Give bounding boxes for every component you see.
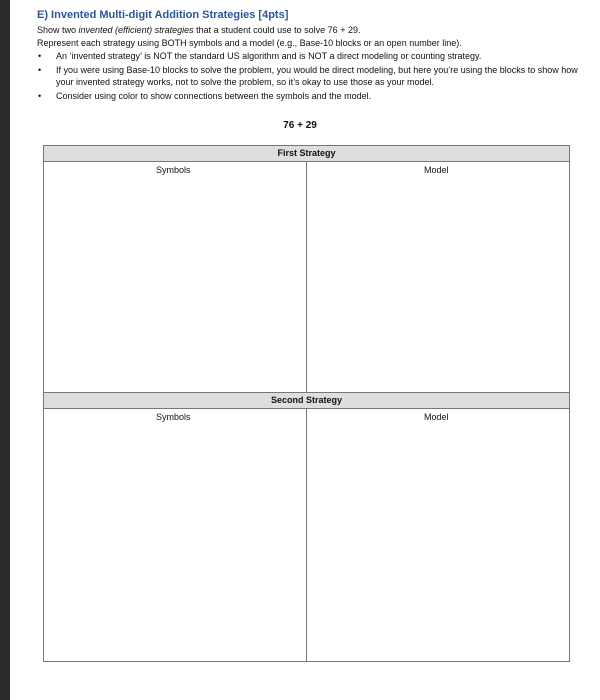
first-strategy-header: First Strategy <box>44 146 569 162</box>
bullet-icon: • <box>38 90 42 101</box>
second-symbols-label: Symbols <box>156 412 191 422</box>
bullet-item: • If you were using Base-10 blocks to solve the problem, you would be direct modeling, but here you’re using the blocks to show how your invented strategy works, not to solve the problem, so it’s okay to use those as your model. <box>38 64 578 87</box>
instructions <box>37 8 587 103</box>
bullet-icon: • <box>38 51 42 61</box>
first-model-label: Model <box>424 165 449 175</box>
bullet-icon: • <box>38 64 42 75</box>
strategy-table <box>43 145 570 662</box>
first-model-cell[interactable] <box>307 162 569 392</box>
bullet-item: • An ‘invented strategy’ is NOT the standard US algorithm and is NOT a direct modeling or counting strategy. <box>38 51 482 61</box>
column-divider <box>306 162 307 392</box>
section-title: E) Invented Multi-digit Addition Strategies [4pts] <box>37 9 289 21</box>
instruction-line-2: Represent each strategy using BOTH symbols and a model (e.g., Base-10 blocks or an open number line). <box>37 37 462 48</box>
first-symbols-cell[interactable] <box>44 162 306 392</box>
bullet-item: • Consider using color to show connections between the symbols and the model. <box>38 90 372 101</box>
second-symbols-cell[interactable] <box>44 409 306 661</box>
bullet-list <box>37 50 587 102</box>
second-strategy-header: Second Strategy <box>44 393 569 409</box>
instruction-line-1: Show two invented (efficient) strategies that a student could use to solve 76 + 29. <box>37 25 361 35</box>
second-model-label: Model <box>424 412 449 422</box>
column-divider <box>306 409 307 661</box>
problem-expression: 76 + 29 <box>283 120 317 131</box>
first-symbols-label: Symbols <box>156 165 191 175</box>
left-edge-strip <box>0 0 10 700</box>
second-model-cell[interactable] <box>307 409 569 661</box>
